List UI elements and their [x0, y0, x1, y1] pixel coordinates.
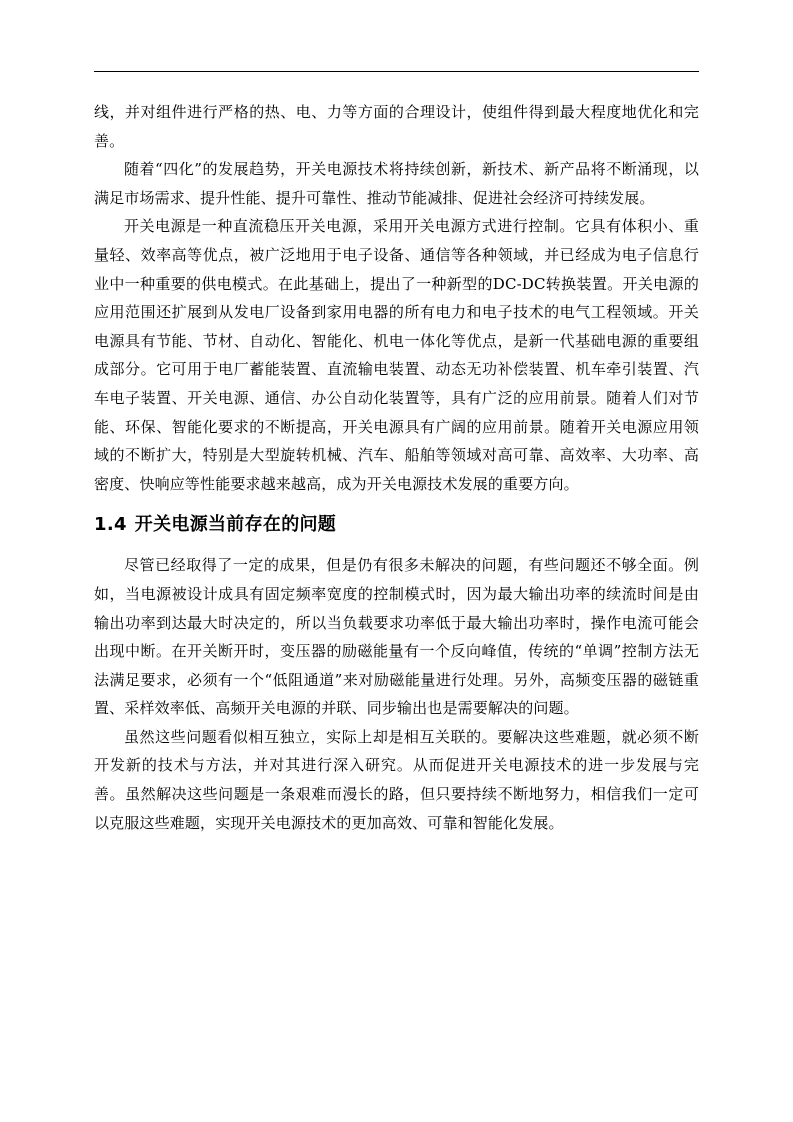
body-paragraph: 尽管已经取得了一定的成果，但是仍有很多未解决的问题，有些问题还不够全面。例如，当电源被设计成具有固定频率宽度的控制模式时，因为最大输出功率的续流时间是由输出功率到达最大时决定的，所以当负载要求功率低于最大输出功率时，操作电流可能会出现中断。在开关断开时，变压器的励磁能量有一个反向峰值，传统的“单调”控制方法无法满足要求，必须有一个“低阻通道”来对励磁能量进行处理。另外，高频变压器的磁链重置、采样效率低、高频开关电源的并联、同步输出也是需要解决的问题。	[94, 556, 699, 718]
body-paragraph: 随着“四化”的发展趋势，开关电源技术将持续创新，新技术、新产品将不断涌现，以满足市场需求、提升性能、提升可靠性、推动节能减排、促进社会经济可持续发展。	[94, 160, 699, 207]
section-heading	[94, 512, 699, 538]
document-body	[94, 98, 699, 837]
section-title: 开关电源当前存在的问题	[134, 514, 337, 536]
section-number: 1.4	[94, 514, 127, 536]
header-rule	[94, 71, 699, 72]
body-paragraph: 虽然这些问题看似相互独立，实际上却是相互关联的。要解决这些难题，就必须不断开发新的技术与方法，并对其进行深入研究。从而促进开关电源技术的进一步发展与完善。虽然解决这些问题是一条艰难而漫长的路，但只要持续不断地努力，相信我们一定可以克服这些难题，实现开关电源技术的更加高效、可靠和智能化发展。	[94, 727, 699, 832]
body-paragraph: 开关电源是一种直流稳压开关电源，采用开关电源方式进行控制。它具有体积小、重量轻、效率高等优点，被广泛地用于电子设备、通信等各种领域，并已经成为电子信息行业中一种重要的供电模式。在此基础上，提出了一种新型的DC-DC转换装置。开关电源的应用范围还扩展到从发电厂设备到家用电器的所有电力和电子技术的电气工程领域。开关电源具有节能、节材、自动化、智能化、机电一体化等优点，是新一代基础电源的重要组成部分。它可用于电厂蓄能装置、直流输电装置、动态无功补偿装置、机车牵引装置、汽车电子装置、开关电源、通信、办公自动化装置等，具有广泛的应用前景。随着人们对节能、环保、智能化要求的不断提高，开关电源具有广阔的应用前景。随着开关电源应用领域的不断扩大，特别是大型旋转机械、汽车、船舶等领域对高可靠、高效率、大功率、高密度、快响应等性能要求越来越高，成为开关电源技术发展的重要方向。	[94, 217, 699, 493]
body-paragraph-continued: 线，并对组件进行严格的热、电、力等方面的合理设计，使组件得到最大程度地优化和完善。	[94, 103, 699, 150]
